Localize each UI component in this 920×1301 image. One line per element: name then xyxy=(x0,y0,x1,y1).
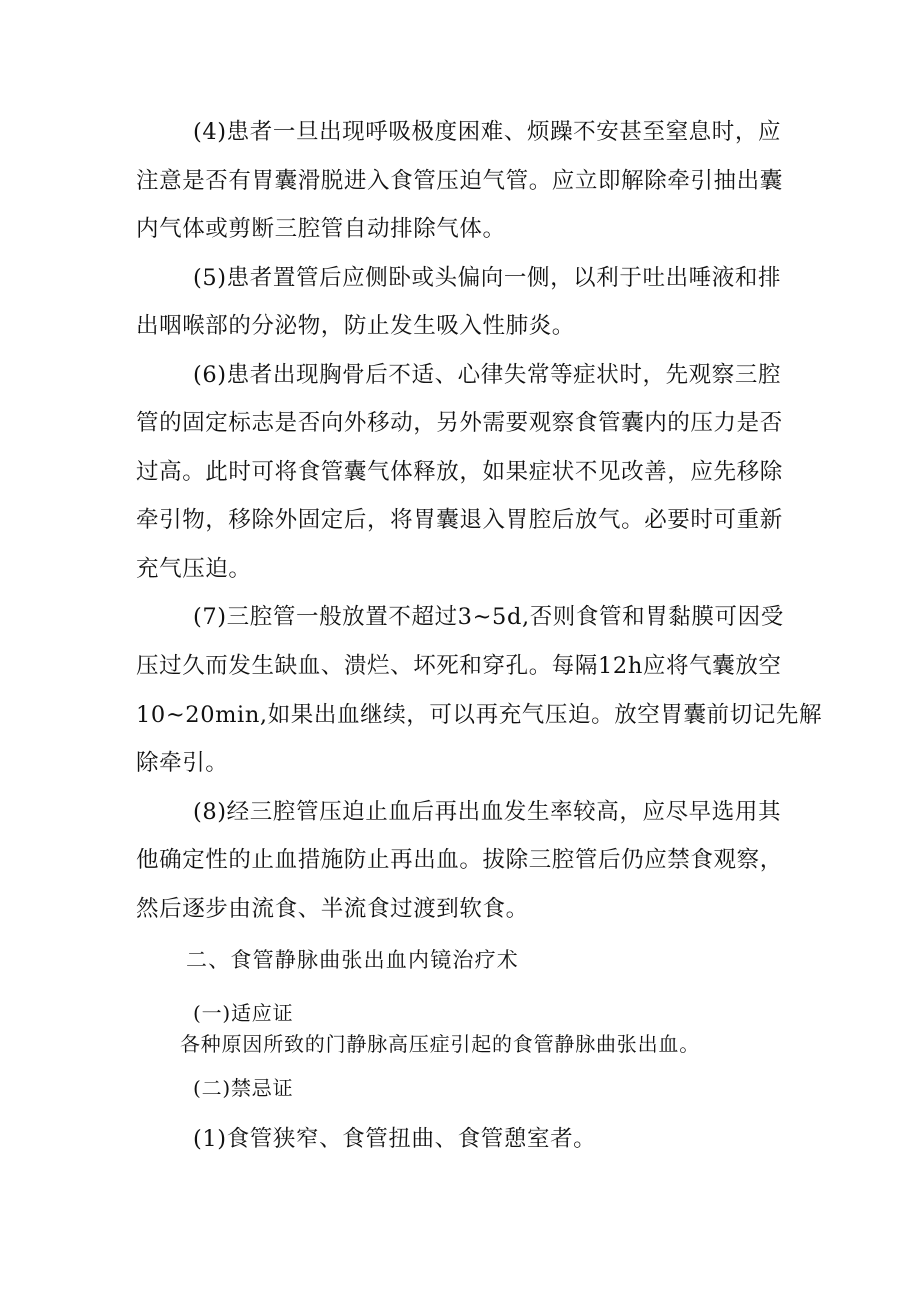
text-line: (7)三腔管一般放置不超过3~5d,否则食管和胃黏膜可因受 xyxy=(193,604,784,630)
text-line: 出咽喉部的分泌物，防止发生吸入性肺炎。 xyxy=(136,313,575,339)
indications-text: 各种原因所致的门静脉高压症引起的食管静脉曲张出血。 xyxy=(180,1032,700,1056)
text-line: 他确定性的止血措施防止再出血。拔除三腔管后仍应禁食观察， xyxy=(136,847,783,873)
text-line: (8)经三腔管压迫止血后再出血发生率较高，应尽早选用其 xyxy=(193,799,782,825)
text-line: 压过久而发生缺血、溃烂、坏死和穿孔。每隔12h应将气囊放空 xyxy=(136,653,782,679)
text-line: (6)患者出现胸骨后不适、心律失常等症状时，先观察三腔 xyxy=(193,362,782,388)
text-line: 过高。此时可将食管囊气体释放，如果症状不见改善，应先移除 xyxy=(136,459,783,485)
text-line: 充气压迫。 xyxy=(136,556,252,582)
contraindication-item: (1)食管狭窄、食管扭曲、食管憩室者。 xyxy=(193,1126,597,1152)
text-line: 内气体或剪断三腔管自动排除气体。 xyxy=(136,216,506,242)
text-line: 10~20min,如果出血继续，可以再充气压迫。放空胃囊前切记先解 xyxy=(136,702,823,728)
text-line: 牵引物，移除外固定后，将胃囊退入胃腔后放气。必要时可重新 xyxy=(136,507,783,533)
text-line: 然后逐步由流食、半流食过渡到软食。 xyxy=(136,896,529,922)
indications-heading: (一)适应证 xyxy=(193,1001,294,1025)
text-line: (4)患者一旦出现呼吸极度困难、烦躁不安甚至窒息时，应 xyxy=(193,119,782,145)
text-line: 注意是否有胃囊滑脱进入食管压迫气管。应立即解除牵引抽出囊 xyxy=(136,168,783,194)
text-line: (5)患者置管后应侧卧或头偏向一侧，以利于吐出唾液和排 xyxy=(193,265,782,291)
text-line: 除牵引。 xyxy=(136,750,229,776)
contraindications-heading: (二)禁忌证 xyxy=(193,1076,294,1100)
section-heading: 二、食管静脉曲张出血内镜治疗术 xyxy=(186,948,519,972)
text-line: 管的固定标志是否向外移动，另外需要观察食管囊内的压力是否 xyxy=(136,410,783,436)
